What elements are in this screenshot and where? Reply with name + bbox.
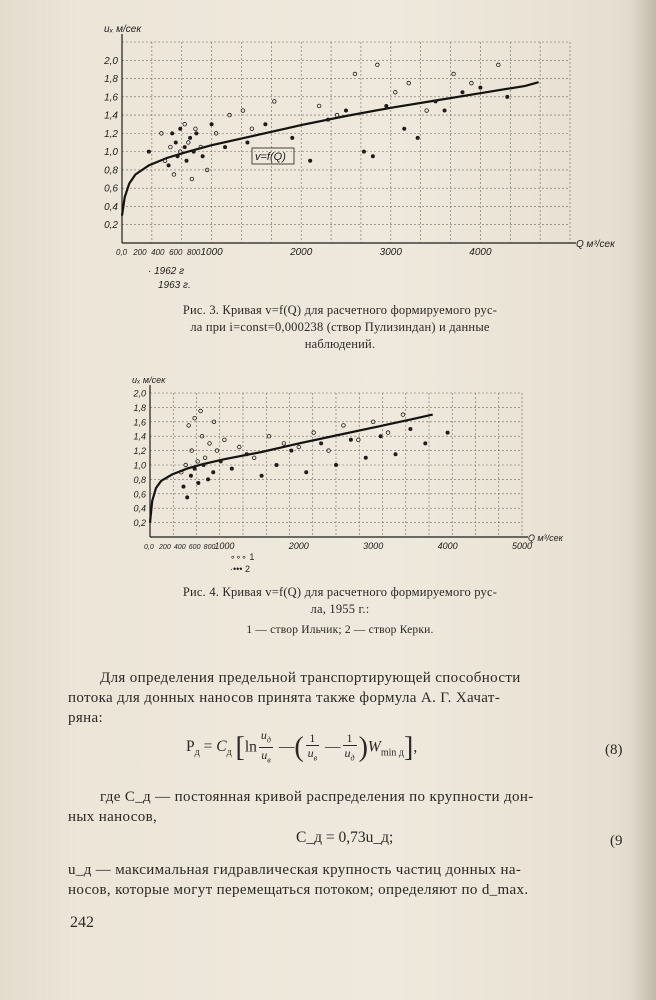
data-point (245, 141, 249, 145)
data-point (208, 442, 212, 446)
data-point (172, 173, 176, 177)
data-point (349, 438, 353, 442)
data-point (434, 99, 438, 103)
data-point (297, 445, 301, 449)
paragraph-line: u_д — максимальная гидравлическая крупность частиц донных на- (68, 862, 522, 878)
data-point (401, 413, 405, 417)
data-point (174, 141, 178, 145)
data-point (194, 131, 198, 135)
x-axis-label: Q м³/сек (576, 239, 615, 250)
y-tick-label: 0,4 (133, 503, 146, 514)
data-point (357, 438, 361, 442)
y-tick-label: 0,6 (133, 489, 146, 500)
page-number: 242 (70, 914, 94, 931)
data-point (202, 463, 206, 467)
data-point (196, 481, 200, 485)
y-tick-label: 2,0 (133, 388, 146, 399)
x-tick-label: 5000 (511, 541, 533, 551)
y-tick-label: 0,6 (104, 183, 118, 195)
y-tick-label: 1,6 (104, 92, 118, 104)
x-axis-label: Q м³/сек (528, 533, 563, 543)
paragraph-line: ных наносов, (68, 809, 158, 825)
y-tick-label: 0,2 (104, 220, 118, 232)
data-point (384, 104, 388, 108)
data-point (189, 474, 193, 478)
data-point (206, 477, 210, 481)
data-point (273, 100, 277, 104)
data-point (211, 470, 215, 474)
data-point (282, 442, 286, 446)
data-point (169, 145, 173, 149)
y-tick-label: 0,8 (133, 474, 146, 485)
data-point (446, 431, 450, 435)
data-point (181, 485, 185, 489)
data-point (379, 434, 383, 438)
paragraph-line: где C_д — постоянная кривой распределения по крупности дон- (100, 789, 534, 805)
data-point (187, 424, 191, 428)
y-tick-label: 0,8 (104, 165, 118, 177)
data-point (170, 131, 174, 135)
data-point (183, 122, 187, 126)
figure-4-caption-line: ла, 1955 г.: (310, 602, 370, 616)
data-point (362, 150, 366, 154)
data-point (497, 63, 501, 67)
data-point (187, 141, 191, 145)
data-point (460, 90, 464, 94)
data-point (188, 136, 192, 140)
figure-3-caption-line: наблюдений. (304, 337, 376, 351)
equation-8: $P_д = C_д$ [ln $\frac{u_д}{u_в}$ —( $\frac{1}{u_в}$ — $\frac{1}{u_д}$ )$W_{min д}$], (186, 728, 418, 765)
data-point (183, 145, 187, 149)
y-tick-label: 1,0 (133, 460, 146, 471)
data-point (470, 81, 474, 85)
data-point (260, 474, 264, 478)
equation-8-number: (8) (605, 742, 623, 758)
y-tick-label: 0,2 (133, 518, 146, 529)
data-point (193, 467, 197, 471)
legend-1963: 1963 г. (158, 280, 191, 291)
data-point (274, 463, 278, 467)
data-point (425, 109, 429, 113)
data-point (190, 177, 194, 181)
data-point (210, 122, 214, 126)
data-point (194, 127, 198, 131)
data-point (201, 154, 205, 158)
paragraph-line: Для определения предельной транспортирующей способности (100, 670, 521, 686)
y-tick-label: 1,4 (104, 110, 118, 122)
data-point (252, 456, 256, 460)
curve-label: v=f(Q) (255, 151, 286, 163)
x-tick-label: 3000 (363, 541, 384, 551)
data-point (423, 441, 427, 445)
data-point (237, 445, 241, 449)
data-point (393, 90, 397, 94)
data-point (402, 127, 406, 131)
figure-3-caption-line: ла при i=const=0,000238 (створ Пулизиндан) и данные (190, 320, 490, 334)
data-point (250, 127, 254, 131)
data-point (478, 86, 482, 90)
data-point (245, 452, 249, 456)
x-tick-label: 0,0 (144, 544, 154, 551)
data-point (167, 163, 171, 167)
paragraph-line: потока для донных наносов принята также формула А. Г. Хачат- (68, 690, 501, 706)
x-tick-label: 800 (187, 248, 201, 257)
y-tick-label: 0,4 (104, 201, 118, 213)
data-point (353, 72, 357, 76)
x-tick-label: 4000 (469, 247, 492, 258)
legend-1962: · 1962 г (148, 266, 185, 277)
figure-3-chart (0, 20, 656, 300)
data-point (203, 456, 207, 460)
x-tick-label: 4000 (437, 541, 458, 551)
x-tick-label: 800 (203, 544, 216, 551)
data-point (185, 159, 189, 163)
data-point (505, 95, 509, 99)
data-point (452, 72, 456, 76)
y-tick-label: 1,8 (133, 402, 146, 413)
data-point (193, 416, 197, 420)
data-point (342, 424, 346, 428)
data-point (223, 145, 227, 149)
x-tick-label: 1000 (214, 541, 235, 551)
y-tick-label: 1,6 (133, 417, 146, 428)
data-point (178, 127, 182, 131)
figure-3-caption (120, 302, 560, 353)
data-point (386, 431, 390, 435)
figure-4-caption-line: Рис. 4. Кривая v=f(Q) для расчетного формируемого рус- (182, 585, 498, 599)
data-point (147, 150, 151, 154)
x-tick-label: 600 (188, 544, 201, 551)
paragraph-line: носов, которые могут перемещаться потоком; определяют по d_max. (68, 882, 529, 898)
y-axis-label: uₓ м/сек (104, 24, 142, 35)
data-point (185, 495, 189, 499)
data-point (407, 81, 411, 85)
data-point (308, 159, 312, 163)
data-point (319, 441, 323, 445)
figure-4-caption (120, 584, 560, 618)
data-point (394, 452, 398, 456)
y-tick-label: 2,0 (104, 55, 118, 67)
legend-item-2: ·••• 2 (230, 564, 250, 574)
y-tick-label: 1,2 (104, 128, 118, 140)
data-point (289, 449, 293, 453)
data-point (326, 118, 330, 122)
fit-curve (150, 415, 433, 523)
y-tick-label: 1,8 (104, 74, 118, 86)
data-point (304, 470, 308, 474)
x-tick-label: 400 (151, 248, 165, 257)
legend-item-1: ∘∘∘ 1 (230, 552, 255, 562)
data-point (317, 104, 321, 108)
x-tick-label: 200 (159, 544, 171, 551)
data-point (408, 427, 412, 431)
y-axis-label: uₓ м/сек (132, 375, 166, 385)
data-point (312, 431, 316, 435)
data-point (230, 467, 234, 471)
data-point (290, 136, 294, 140)
x-tick-label: 3000 (379, 247, 402, 258)
data-point (219, 459, 223, 463)
x-tick-label: 1000 (200, 247, 223, 258)
data-point (334, 463, 338, 467)
figure-3-caption-line: Рис. 3. Кривая v=f(Q) для расчетного формируемого рус- (182, 303, 498, 317)
x-tick-label: 400 (173, 544, 186, 551)
x-tick-label: 200 (133, 248, 147, 257)
data-point (192, 150, 196, 154)
equation-9-number: (9 (610, 833, 623, 849)
paragraph-line: ряна: (68, 710, 104, 726)
data-point (223, 438, 227, 442)
x-tick-label: 2000 (288, 541, 309, 551)
x-tick-label: 600 (169, 248, 183, 257)
x-tick-label: 0,0 (116, 248, 128, 257)
data-point (344, 109, 348, 113)
data-point (263, 122, 267, 126)
data-point (376, 63, 380, 67)
data-point (443, 109, 447, 113)
data-point (416, 136, 420, 140)
figure-4-legend-text: 1 — створ Ильчик; 2 — створ Керки. (246, 624, 434, 636)
data-point (176, 154, 180, 158)
data-point (364, 456, 368, 460)
x-tick-label: 2000 (290, 247, 313, 258)
figure-4-chart (0, 372, 656, 582)
y-tick-label: 1,4 (133, 431, 146, 442)
y-tick-label: 1,0 (104, 147, 118, 159)
equation-9: C_д = 0,73u_д; (296, 829, 394, 846)
data-point (371, 154, 375, 158)
y-tick-label: 1,2 (133, 446, 146, 457)
data-point (199, 409, 203, 413)
